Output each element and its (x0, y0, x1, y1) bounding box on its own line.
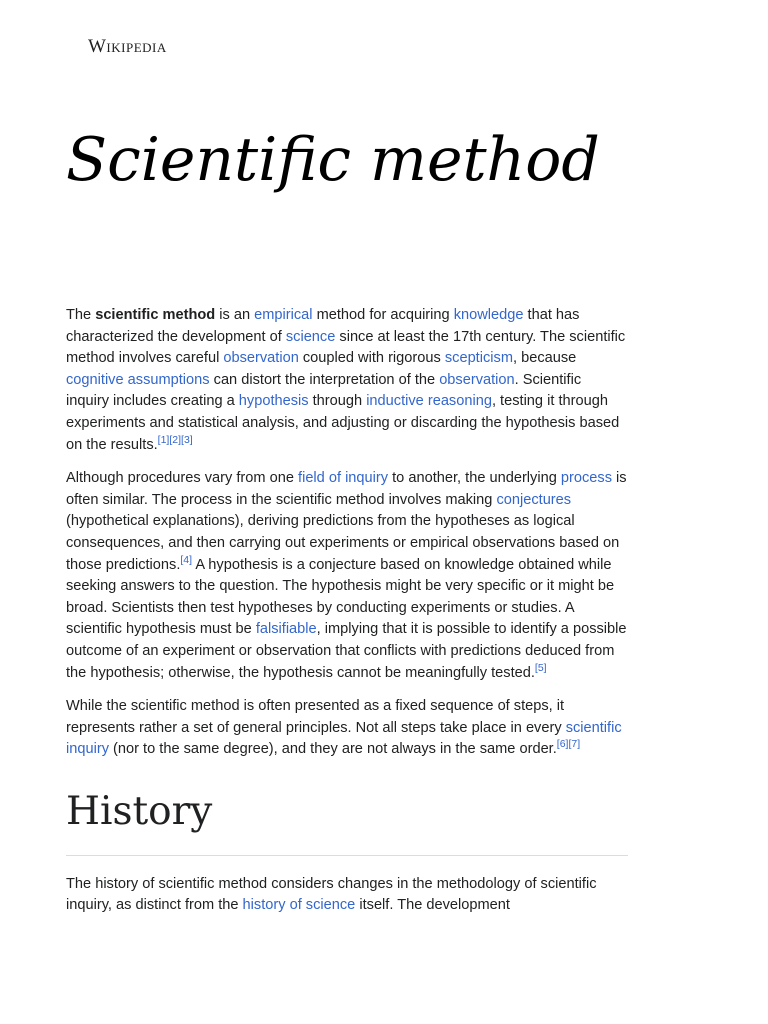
text-span: , testing it through experiments and statistical analysis, and adjusting or discarding the hypothesis based on the results. (66, 393, 620, 453)
text-span: since at least the 17th century. The scientific method involves careful (66, 328, 626, 367)
section-heading-history: History (66, 787, 628, 856)
page-title: Scientific method (66, 125, 600, 195)
text-span: to another, the underlying (388, 470, 561, 487)
text-span: The history of scientific method considers changes in the methodology of scientific inquiry, as distinct from the (66, 875, 597, 914)
text-span: . Scientific inquiry includes creating a (66, 371, 582, 410)
article-body (66, 305, 628, 929)
text-span: , implying that it is possible to identify a possible outcome of an experiment or observation that conflicts with predictions deduced from the hypothesis; otherwise, the hypothesis cannot be meaningfully tested. (66, 621, 627, 681)
citation-1[interactable]: [1] (157, 433, 170, 446)
intro-paragraph-3 (66, 696, 628, 761)
text-span: , because (512, 350, 577, 367)
link-observation[interactable]: observation (223, 350, 299, 367)
link-process[interactable]: process (560, 470, 612, 487)
citation-group (557, 738, 580, 750)
citation-group (535, 662, 547, 674)
intro-paragraph-2 (66, 468, 628, 684)
link-observation-2[interactable]: observation (439, 371, 515, 388)
link-scientific-inquiry[interactable]: scientific inquiry (66, 719, 622, 758)
text-span: can distort the interpretation of the (209, 371, 440, 388)
link-conjectures[interactable]: conjectures (496, 491, 572, 508)
link-cognitive-assumptions[interactable]: cognitive assumptions (66, 371, 210, 388)
text-span: (nor to the same degree), and they are not always in the same order. (109, 741, 557, 758)
text-span: The (66, 307, 96, 323)
text-span: (hypothetical explanations), deriving predictions from the hypotheses as logical consequences, and then carrying out experiments or empirical observations based on those predictions. (66, 513, 620, 573)
text-span: through (308, 393, 367, 410)
citation-5[interactable]: [5] (534, 661, 547, 674)
history-paragraph (66, 874, 628, 917)
citation-3[interactable]: [3] (181, 433, 193, 446)
citation-6[interactable]: [6] (556, 738, 569, 751)
link-falsifiable[interactable]: falsifiable (255, 621, 317, 638)
bold-term: scientific method (95, 307, 216, 323)
text-span: is an (215, 307, 255, 323)
text-span: method for acquiring (312, 307, 454, 323)
text-span: While the scientific method is often presented as a fixed sequence of steps, it represents rather a set of general principles. Not all steps take place in every (66, 698, 566, 736)
citation-group (158, 434, 193, 446)
citation-group (180, 554, 192, 566)
link-hypothesis[interactable]: hypothesis (238, 393, 309, 410)
link-science[interactable]: science (285, 328, 336, 345)
wikipedia-logo[interactable]: Wikipedia (88, 36, 167, 57)
text-span: A hypothesis is a conjecture based on knowledge obtained while seeking answers to the question. The hypothesis might be very specific or it might be broad. Scientists then test hypotheses by conducting experiments or studies. A scientific hypothesis must be (66, 556, 615, 638)
text-span: is often similar. The process in the scientific method involves making (66, 470, 627, 508)
text-span: coupled with rigorous (298, 350, 445, 367)
citation-7[interactable]: [7] (568, 738, 581, 751)
link-knowledge[interactable]: knowledge (453, 307, 524, 323)
link-empirical[interactable]: empirical (254, 307, 313, 323)
text-span: that has characterized the development of (66, 307, 580, 345)
citation-4[interactable]: [4] (180, 553, 193, 566)
citation-2[interactable]: [2] (169, 433, 182, 446)
link-scepticism[interactable]: scepticism (444, 350, 513, 367)
text-span: Although procedures vary from one (66, 470, 299, 487)
intro-paragraph-1 (66, 305, 628, 456)
link-history-of-science[interactable]: history of science (242, 897, 356, 914)
link-inductive-reasoning[interactable]: inductive reasoning (366, 393, 492, 410)
link-field-of-inquiry[interactable]: field of inquiry (298, 470, 389, 487)
text-span: itself. The development (355, 897, 510, 914)
